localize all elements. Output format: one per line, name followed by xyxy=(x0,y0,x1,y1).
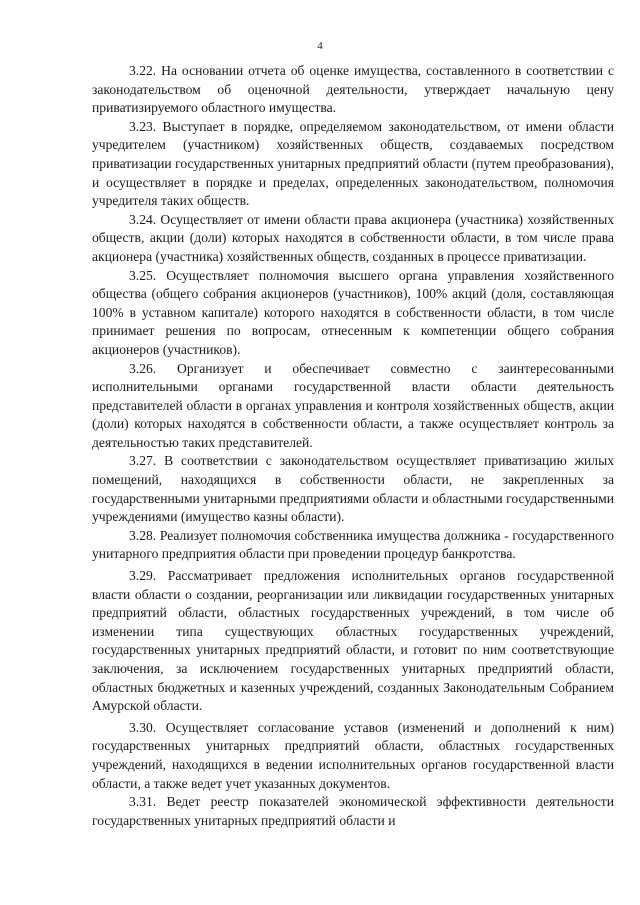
paragraph-3-25: 3.25. Осуществляет полномочия высшего органа управления хозяйственного общества (общего собрания акционеров (участников), 100% акций (доля, составляющая 100% в уставном капитале) которого находятся в собственности области, в том числе принимает решения по вопросам, отнесенным к компетенции общего собрания акционеров (участников). xyxy=(92,267,614,357)
paragraph-3-31: 3.31. Ведет реестр показателей экономической эффективности деятельности государственных унитарных предприятий области и xyxy=(92,794,614,828)
paragraph-3-23: 3.23. Выступает в порядке, определяемом законодательством, от имени области учредителем (участником) хозяйственных обществ, создаваемых посредством приватизации государственных унитарных предприятий области (путем преобразования), и осуществляет в порядке и пределах, определенных законодательством, полномочия учредителя таких обществ. xyxy=(92,118,614,209)
paragraph-3-27: 3.27. В соответствии с законодательством осуществляет приватизацию жилых помещений, находящихся в собственности области, не закрепленных за государственными унитарными предприятиями области и областными государственными учреждениями (имущество казны области). xyxy=(92,453,614,525)
page-number: 4 xyxy=(317,40,323,52)
paragraph-3-30: 3.30. Осуществляет согласование уставов (изменений и дополнений к ним) государственных унитарных предприятий области, областных государственных учреждений, находящихся в ведении исполнительных органов государственной власти области, а также ведет учет указанных документов. xyxy=(92,719,614,791)
paragraph-3-29: 3.29. Рассматривает предложения исполнительных органов государственной власти области о создании, реорганизации или ликвидации государственных унитарных предприятий области, областных государственных учреждений, в том числе об изменении типа существующих областных государственных учреждений, государственных унитарных предприятий области, и готовит по ним соответствующие заключения, за исключением государственных унитарных предприятий области, областных бюджетных и казенных учреждений, созданных Законодательным Собранием Амурской области. xyxy=(92,568,614,714)
paragraph-3-28: 3.28. Реализует полномочия собственника имущества должника - государственного унитарного предприятия области при проведении процедур банкротства. xyxy=(92,527,614,562)
paragraph-3-22: 3.22. На основании отчета об оценке имущества, составленного в соответствии с законодательством об оценочной деятельности, утверждает начальную цену приватизируемого областного имущества. xyxy=(92,63,614,116)
paragraph-3-24: 3.24. Осуществляет от имени области права акционера (участника) хозяйственных обществ, акции (доли) которых находятся в собственности области, в том числе права акционера (участника) хозяйственных обществ, созданных в процессе приватизации. xyxy=(92,211,614,264)
paragraph-3-26: 3.26. Организует и обеспечивает совместно с заинтересованными исполнительными органами государственной власти области деятельность представителей области в органах управления и контроля хозяйственных обществ, акции (доли) которых находятся в собственности области, а также осуществляет контроль за деятельностью таких представителей. xyxy=(92,360,614,450)
document-body xyxy=(92,62,614,830)
